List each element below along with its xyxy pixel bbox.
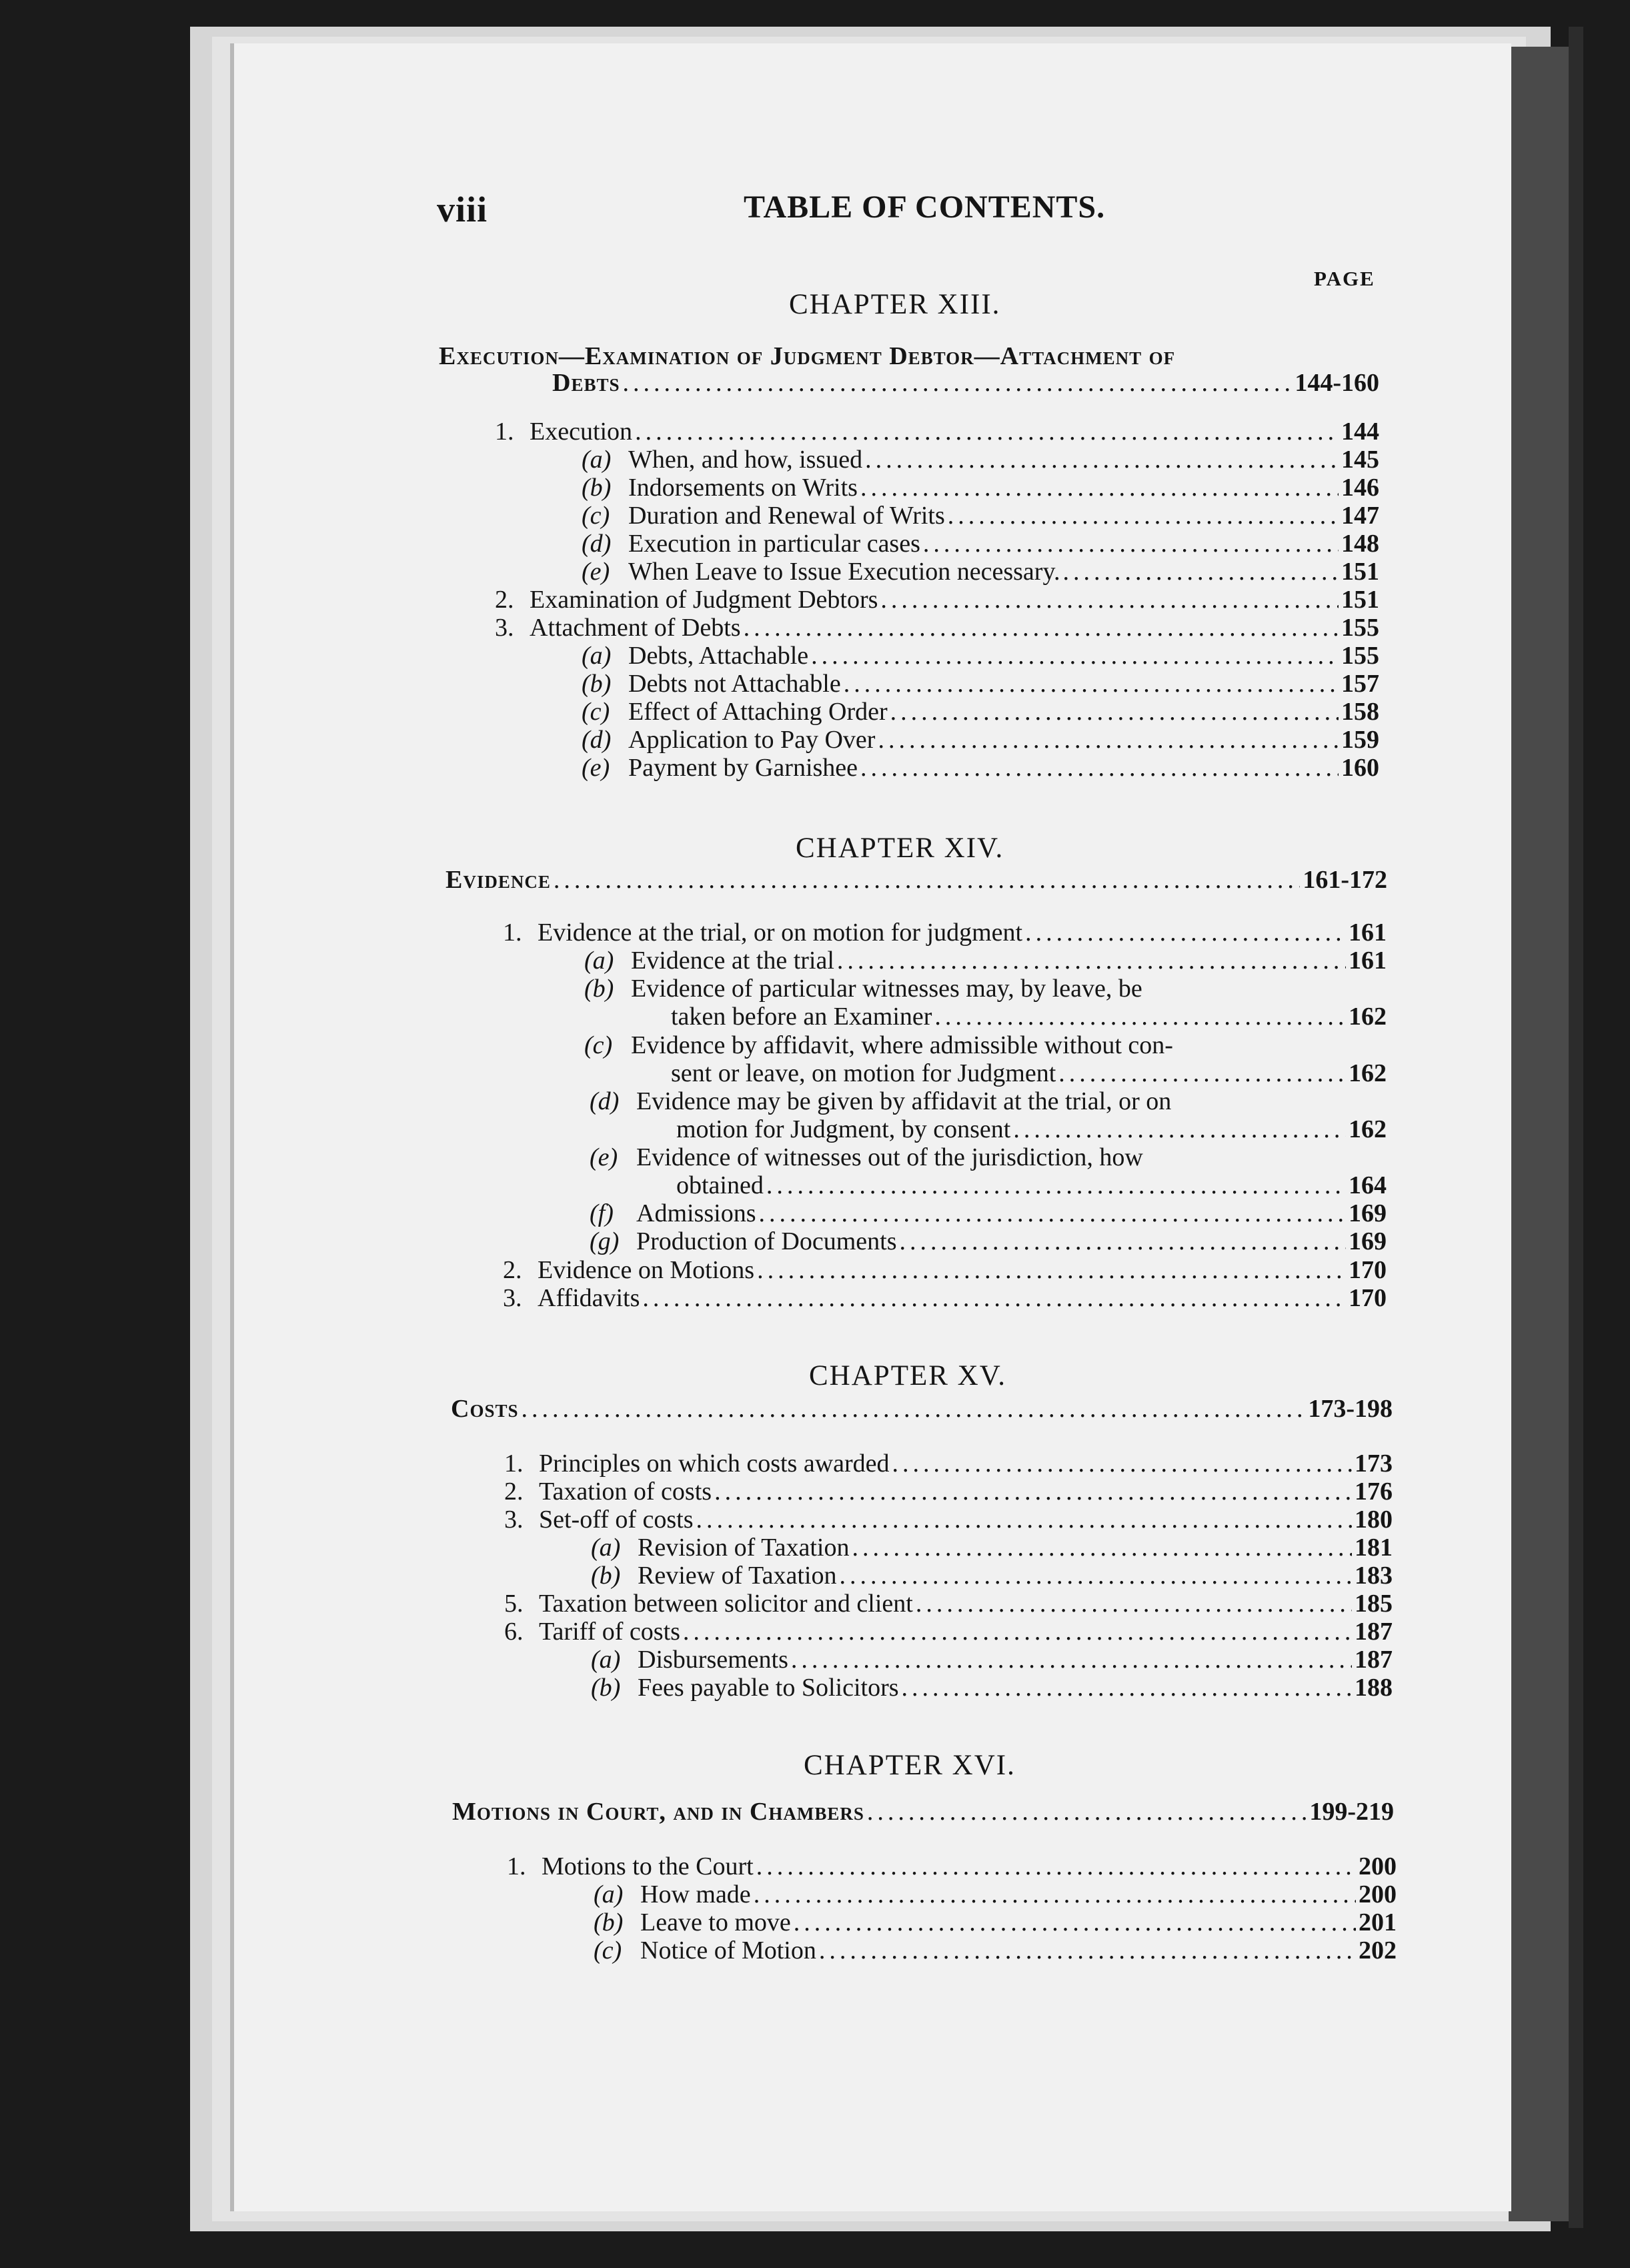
entry-page-number: 181 bbox=[1355, 1534, 1393, 1562]
entry-page-number: 155 bbox=[1341, 642, 1379, 670]
entry-page-number: 148 bbox=[1341, 530, 1379, 558]
entry-letter: (c) bbox=[594, 1936, 622, 1964]
entry-text: Debts, Attachable bbox=[628, 642, 809, 670]
toc-entry-line1: (b) Evidence of particular witnesses may, by leave, be bbox=[584, 975, 1142, 1003]
entry-letter: (b) bbox=[594, 1908, 624, 1936]
toc-entry bbox=[582, 445, 1379, 474]
entry-text: Execution in particular cases bbox=[628, 530, 920, 558]
toc-entry bbox=[594, 1908, 1397, 1937]
toc-entry-line1: (c) Evidence by affidavit, where admissible without con- bbox=[584, 1031, 1173, 1059]
entry-page-number: 202 bbox=[1359, 1936, 1397, 1964]
entry-page-number: 201 bbox=[1359, 1908, 1397, 1936]
toc-entry bbox=[591, 1673, 1393, 1702]
page-range: 173-198 bbox=[1308, 1395, 1393, 1423]
entry-text: Payment by Garnishee bbox=[628, 754, 858, 782]
dot-leader bbox=[892, 1449, 1352, 1478]
toc-entry bbox=[495, 417, 1379, 446]
toc-entry bbox=[582, 753, 1379, 782]
entry-page-number: 176 bbox=[1355, 1478, 1393, 1506]
chapter-xiv-heading: Evidence bbox=[446, 866, 551, 894]
dot-leader bbox=[791, 1645, 1352, 1674]
chapter-xiii-heading-row bbox=[552, 368, 1379, 398]
toc-entry: sent or leave, on motion for Judgment ..... 162 bbox=[671, 1059, 1387, 1088]
dot-leader bbox=[811, 641, 1339, 670]
toc-entry: (f) Admissions ..... 169 bbox=[590, 1199, 1387, 1228]
entry-letter: (a) bbox=[582, 642, 612, 670]
dot-leader bbox=[860, 753, 1339, 782]
entry-text: Disbursements bbox=[638, 1646, 788, 1674]
dot-leader bbox=[714, 1477, 1352, 1506]
chapter-xvi-title: CHAPTER XVI. bbox=[804, 1750, 1016, 1781]
entry-text: Motions to the Court bbox=[542, 1852, 754, 1880]
entry-text: Examination of Judgment Debtors bbox=[530, 586, 878, 614]
chapter-xv-heading: Costs bbox=[451, 1395, 519, 1423]
toc-entry-line1: (d) Evidence may be given by affidavit at the trial, or on bbox=[590, 1087, 1172, 1115]
entry-letter: (e) bbox=[582, 558, 610, 586]
dot-leader bbox=[554, 865, 1300, 895]
toc-entry bbox=[591, 1533, 1393, 1562]
entry-page-number: 200 bbox=[1359, 1852, 1397, 1880]
toc-entry bbox=[504, 1449, 1393, 1478]
entry-text: Debts not Attachable bbox=[628, 670, 841, 698]
entry-page-number: 180 bbox=[1355, 1506, 1393, 1534]
dot-leader bbox=[522, 1394, 1306, 1424]
entry-text: Principles on which costs awarded bbox=[539, 1450, 890, 1478]
chapter-xv-heading-row bbox=[451, 1394, 1393, 1424]
dot-leader bbox=[878, 725, 1339, 754]
chapter-xiii-heading-line2: Debts bbox=[552, 369, 620, 397]
toc-entry: obtained ..... 164 bbox=[676, 1171, 1387, 1200]
entry-page-number: 200 bbox=[1359, 1880, 1397, 1908]
dot-leader bbox=[948, 501, 1339, 530]
dot-leader bbox=[794, 1908, 1356, 1937]
entry-text: Duration and Renewal of Writs bbox=[628, 502, 945, 530]
entry-number: 6. bbox=[504, 1618, 524, 1646]
entry-text: Attachment of Debts bbox=[530, 614, 741, 642]
entry-page-number: 159 bbox=[1341, 726, 1379, 754]
entry-text: Set-off of costs bbox=[539, 1506, 694, 1534]
entry-letter: (c) bbox=[582, 502, 610, 530]
entry-letter: (b) bbox=[582, 474, 612, 502]
entry-page-number: 147 bbox=[1341, 502, 1379, 530]
entry-number: 1. bbox=[507, 1852, 526, 1880]
entry-letter: (b) bbox=[591, 1674, 621, 1702]
entry-text: Effect of Attaching Order bbox=[628, 698, 888, 726]
entry-text: Revision of Taxation bbox=[638, 1534, 850, 1562]
entry-letter: (a) bbox=[591, 1646, 621, 1674]
toc-entry bbox=[582, 557, 1379, 586]
toc-entry bbox=[591, 1561, 1393, 1590]
toc-entry bbox=[495, 585, 1379, 614]
entry-number: 1. bbox=[504, 1450, 524, 1478]
toc-entry bbox=[504, 1589, 1393, 1618]
book-spine-shadow bbox=[1509, 47, 1569, 2221]
toc-entry: (g) Production of Documents ..... 169 bbox=[590, 1227, 1387, 1256]
page-column-label: PAGE bbox=[1314, 267, 1375, 290]
dot-leader bbox=[1062, 557, 1339, 586]
toc-entry bbox=[582, 473, 1379, 502]
entry-letter: (d) bbox=[582, 530, 612, 558]
entry-letter: (a) bbox=[594, 1880, 624, 1908]
entry-text: Execution bbox=[530, 418, 633, 446]
chapter-xvi-heading: Motions in Court, and in Chambers bbox=[452, 1798, 864, 1826]
toc-entry bbox=[594, 1880, 1397, 1909]
toc-entry: 1. Evidence at the trial, or on motion for judgment ..... 161 bbox=[503, 918, 1387, 947]
toc-entry bbox=[504, 1505, 1393, 1534]
entry-number: 5. bbox=[504, 1590, 524, 1618]
entry-page-number: 185 bbox=[1355, 1590, 1393, 1618]
toc-entry: taken before an Examiner ..... 162 bbox=[671, 1002, 1387, 1031]
toc-entry bbox=[507, 1852, 1397, 1881]
entry-page-number: 151 bbox=[1341, 586, 1379, 614]
chapter-xv-title: CHAPTER XV. bbox=[809, 1360, 1006, 1391]
entry-number: 3. bbox=[504, 1506, 524, 1534]
dot-leader bbox=[865, 445, 1339, 474]
dot-leader bbox=[916, 1589, 1352, 1618]
page-folio: viii bbox=[437, 189, 488, 229]
entry-page-number: 183 bbox=[1355, 1562, 1393, 1590]
dot-leader bbox=[867, 1797, 1307, 1826]
dot-leader bbox=[923, 529, 1339, 558]
toc-entry bbox=[504, 1477, 1393, 1506]
entry-page-number: 155 bbox=[1341, 614, 1379, 642]
chapter-xiv-heading-row bbox=[446, 865, 1387, 895]
toc-entry: (a) Evidence at the trial ..... 161 bbox=[584, 946, 1387, 975]
entry-number: 3. bbox=[495, 614, 514, 642]
entry-page-number: 188 bbox=[1355, 1674, 1393, 1702]
entry-text: Notice of Motion bbox=[640, 1936, 816, 1964]
toc-entry: motion for Judgment, by consent ..... 162 bbox=[676, 1115, 1387, 1144]
entry-letter: (a) bbox=[582, 446, 612, 474]
entry-text: When Leave to Issue Execution necessary. bbox=[628, 558, 1060, 586]
chapter-xiii-title: CHAPTER XIII. bbox=[789, 289, 1001, 320]
dot-leader bbox=[683, 1617, 1352, 1646]
toc-entry bbox=[582, 669, 1379, 698]
dot-leader bbox=[635, 417, 1339, 446]
toc-entry bbox=[495, 613, 1379, 642]
dot-leader bbox=[880, 585, 1339, 614]
chapter-xiv-title: CHAPTER XIV. bbox=[796, 832, 1004, 864]
entry-letter: (b) bbox=[582, 670, 612, 698]
dot-leader bbox=[890, 697, 1339, 726]
page-range: 161-172 bbox=[1303, 866, 1387, 894]
dot-leader bbox=[756, 1852, 1356, 1881]
entry-text: How made bbox=[640, 1880, 751, 1908]
entry-text: Taxation between solicitor and client bbox=[539, 1590, 913, 1618]
page-range: 199-219 bbox=[1309, 1798, 1394, 1826]
toc-entry bbox=[582, 529, 1379, 558]
dot-leader bbox=[754, 1880, 1356, 1909]
dot-leader bbox=[696, 1505, 1353, 1534]
toc-entry bbox=[591, 1645, 1393, 1674]
chapter-xiii-heading-line1: Execution—Examination of Judgment Debtor—Attachment of bbox=[439, 342, 1176, 370]
toc-entry bbox=[504, 1617, 1393, 1646]
entry-page-number: 146 bbox=[1341, 474, 1379, 502]
entry-letter: (c) bbox=[582, 698, 610, 726]
book-edge bbox=[1569, 27, 1583, 2228]
entry-page-number: 187 bbox=[1355, 1646, 1393, 1674]
dot-leader bbox=[860, 473, 1339, 502]
dot-leader bbox=[902, 1673, 1352, 1702]
dot-leader bbox=[852, 1533, 1353, 1562]
entry-text: Tariff of costs bbox=[539, 1618, 680, 1646]
toc-entry: 2. Evidence on Motions ..... 170 bbox=[503, 1255, 1387, 1285]
toc-entry bbox=[582, 697, 1379, 726]
entry-letter: (b) bbox=[591, 1562, 621, 1590]
chapter-xvi-heading-row bbox=[452, 1797, 1394, 1826]
toc-entry: 3. Affidavits ..... 170 bbox=[503, 1283, 1387, 1313]
entry-text: Fees payable to Solicitors bbox=[638, 1674, 899, 1702]
entry-page-number: 157 bbox=[1341, 670, 1379, 698]
entry-letter: (e) bbox=[582, 754, 610, 782]
entry-text: Leave to move bbox=[640, 1908, 791, 1936]
entry-page-number: 187 bbox=[1355, 1618, 1393, 1646]
entry-page-number: 158 bbox=[1341, 698, 1379, 726]
dot-leader bbox=[623, 368, 1293, 398]
entry-letter: (d) bbox=[582, 726, 612, 754]
entry-number: 1. bbox=[495, 418, 514, 446]
dot-leader bbox=[744, 613, 1339, 642]
entry-number: 2. bbox=[504, 1478, 524, 1506]
entry-page-number: 160 bbox=[1341, 754, 1379, 782]
toc-entry bbox=[582, 725, 1379, 754]
running-title: TABLE OF CONTENTS. bbox=[744, 189, 1106, 225]
entry-page-number: 173 bbox=[1355, 1450, 1393, 1478]
dot-leader bbox=[819, 1936, 1356, 1965]
toc-entry bbox=[582, 501, 1379, 530]
toc-entry bbox=[594, 1936, 1397, 1965]
toc-entry-line1: (e) Evidence of witnesses out of the jurisdiction, how bbox=[590, 1143, 1143, 1171]
entry-number: 2. bbox=[495, 586, 514, 614]
page-range: 144-160 bbox=[1295, 369, 1379, 397]
entry-page-number: 145 bbox=[1341, 446, 1379, 474]
dot-leader bbox=[839, 1561, 1352, 1590]
toc-entry bbox=[582, 641, 1379, 670]
entry-text: Application to Pay Over bbox=[628, 726, 876, 754]
entry-text: When, and how, issued bbox=[628, 446, 863, 474]
entry-letter: (a) bbox=[591, 1534, 621, 1562]
entry-text: Indorsements on Writs bbox=[628, 474, 858, 502]
entry-text: Review of Taxation bbox=[638, 1562, 837, 1590]
dot-leader bbox=[844, 669, 1339, 698]
entry-page-number: 144 bbox=[1341, 418, 1379, 446]
entry-text: Taxation of costs bbox=[539, 1478, 712, 1506]
entry-page-number: 151 bbox=[1341, 558, 1379, 586]
